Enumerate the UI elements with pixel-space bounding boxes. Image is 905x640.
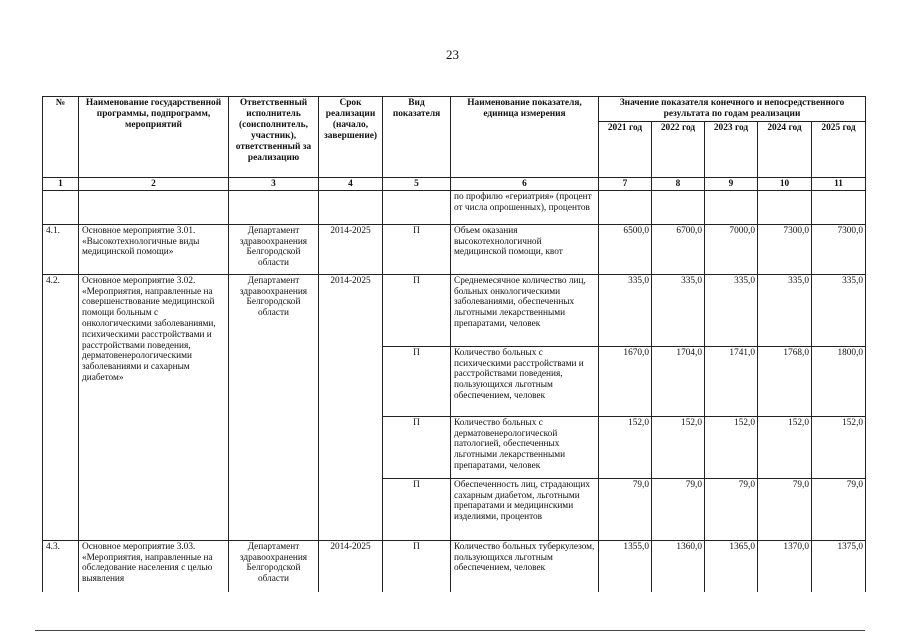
header-year: 2025 год xyxy=(812,121,866,177)
kind-cell: П xyxy=(383,478,451,540)
value-cell: 1360,0 xyxy=(652,540,705,592)
table-row xyxy=(43,274,866,346)
term-cell: 2014-2025 xyxy=(319,224,383,274)
value-cell: 1365,0 xyxy=(705,540,758,592)
value-cell: 1670,0 xyxy=(599,346,652,416)
value-cell: 335,0 xyxy=(652,274,705,346)
term-cell: 2014-2025 xyxy=(319,540,383,592)
header-year: 2024 год xyxy=(758,121,812,177)
value-cell: 79,0 xyxy=(652,478,705,540)
value-cell: 1370,0 xyxy=(758,540,812,592)
indicator-cell: Обеспеченность лиц, страдающих сахарным диабетом, льготными препаратами и медицинскими изделиями, процентов xyxy=(451,478,599,540)
value-cell: 335,0 xyxy=(758,274,812,346)
column-index: 9 xyxy=(705,177,758,190)
indicator-cell: Количество больных с дерматовенерологической патологией, обеспеченных льготными лекарственными препаратами, человек xyxy=(451,416,599,478)
value-cell: 1355,0 xyxy=(599,540,652,592)
table-row xyxy=(43,190,866,224)
term-cell: 2014-2025 xyxy=(319,274,383,540)
column-index: 8 xyxy=(652,177,705,190)
kind-cell: П xyxy=(383,274,451,346)
header-indicator: Наименование показателя, единица измерения xyxy=(451,97,599,178)
value-cell: 1741,0 xyxy=(705,346,758,416)
table-row xyxy=(43,224,866,274)
indicator-cell: по профилю «гериатрия» (процент от числа опрошенных), процентов xyxy=(451,190,599,224)
kind-cell: П xyxy=(383,416,451,478)
value-cell: 79,0 xyxy=(758,478,812,540)
kind-cell: П xyxy=(383,346,451,416)
program-cell: Основное мероприятие 3.01. «Высокотехнологичные виды медицинской помощи» xyxy=(79,224,229,274)
value-cell: 152,0 xyxy=(652,416,705,478)
header-kind: Вид показателя xyxy=(383,97,451,178)
header-program: Наименование государственной программы, подпрограмм, мероприятий xyxy=(79,97,229,178)
value-cell: 7300,0 xyxy=(812,224,866,274)
value-cell: 7300,0 xyxy=(758,224,812,274)
value-cell: 1800,0 xyxy=(812,346,866,416)
value-cell: 335,0 xyxy=(812,274,866,346)
header-year: 2022 год xyxy=(652,121,705,177)
row-number: 4.2. xyxy=(43,274,79,540)
value-cell: 1704,0 xyxy=(652,346,705,416)
column-index: 3 xyxy=(229,177,319,190)
kind-cell: П xyxy=(383,224,451,274)
header-term: Срок реализации (начало, завершение) xyxy=(319,97,383,178)
executor-cell: Департамент здравоохранения Белгородской области xyxy=(229,274,319,540)
value-cell: 335,0 xyxy=(599,274,652,346)
indicator-table xyxy=(42,96,866,592)
program-cell: Основное мероприятие 3.02. «Мероприятия, направленные на совершенствование медицинской помощи больным с онкологическими заболеваниями, психическими расстройствами и расстройствами поведения, дерматовенерологическими заболеваниями и сахарным диабетом» xyxy=(79,274,229,540)
page-bottom-divider xyxy=(35,630,865,631)
executor-cell: Департамент здравоохранения Белгородской области xyxy=(229,224,319,274)
executor-cell: Департамент здравоохранения Белгородской области xyxy=(229,540,319,592)
indicator-cell: Количество больных с психическими расстройствами и расстройствами поведения, пользующихся льготным обеспечением, человек xyxy=(451,346,599,416)
page-number: 23 xyxy=(446,47,459,62)
column-index-row xyxy=(43,177,866,190)
kind-cell: П xyxy=(383,540,451,592)
column-index: 10 xyxy=(758,177,812,190)
value-cell: 152,0 xyxy=(705,416,758,478)
value-cell: 152,0 xyxy=(758,416,812,478)
column-index: 5 xyxy=(383,177,451,190)
column-index: 7 xyxy=(599,177,652,190)
row-number: 4.1. xyxy=(43,224,79,274)
indicator-cell: Объем оказания высокотехнологичной медицинской помощи, квот xyxy=(451,224,599,274)
value-cell: 1375,0 xyxy=(812,540,866,592)
value-cell: 152,0 xyxy=(599,416,652,478)
indicator-cell: Среднемесячное количество лиц, больных онкологическими заболеваниями, обеспеченных льготными лекарственными препаратами, человек xyxy=(451,274,599,346)
value-cell: 6500,0 xyxy=(599,224,652,274)
column-index: 6 xyxy=(451,177,599,190)
value-cell: 152,0 xyxy=(812,416,866,478)
value-cell: 335,0 xyxy=(705,274,758,346)
header-no: № xyxy=(43,97,79,178)
value-cell: 7000,0 xyxy=(705,224,758,274)
value-cell: 1768,0 xyxy=(758,346,812,416)
column-index: 11 xyxy=(812,177,866,190)
value-cell: 6700,0 xyxy=(652,224,705,274)
value-cell: 79,0 xyxy=(812,478,866,540)
column-index: 1 xyxy=(43,177,79,190)
header-executor: Ответственный исполнитель (соисполнитель, участник), ответственный за реализацию xyxy=(229,97,319,178)
table-row xyxy=(43,540,866,592)
value-cell: 79,0 xyxy=(599,478,652,540)
indicator-cell: Количество больных туберкулезом, пользующихся льготным обеспечением, человек xyxy=(451,540,599,592)
header-values-group: Значение показателя конечного и непосредственного результата по годам реализации xyxy=(599,97,866,122)
column-index: 2 xyxy=(79,177,229,190)
column-index: 4 xyxy=(319,177,383,190)
program-cell: Основное мероприятие 3.03. «Мероприятия, направленные на обследование населения с целью выявления xyxy=(79,540,229,592)
value-cell: 79,0 xyxy=(705,478,758,540)
header-year: 2023 год xyxy=(705,121,758,177)
row-number: 4.3. xyxy=(43,540,79,592)
header-year: 2021 год xyxy=(599,121,652,177)
